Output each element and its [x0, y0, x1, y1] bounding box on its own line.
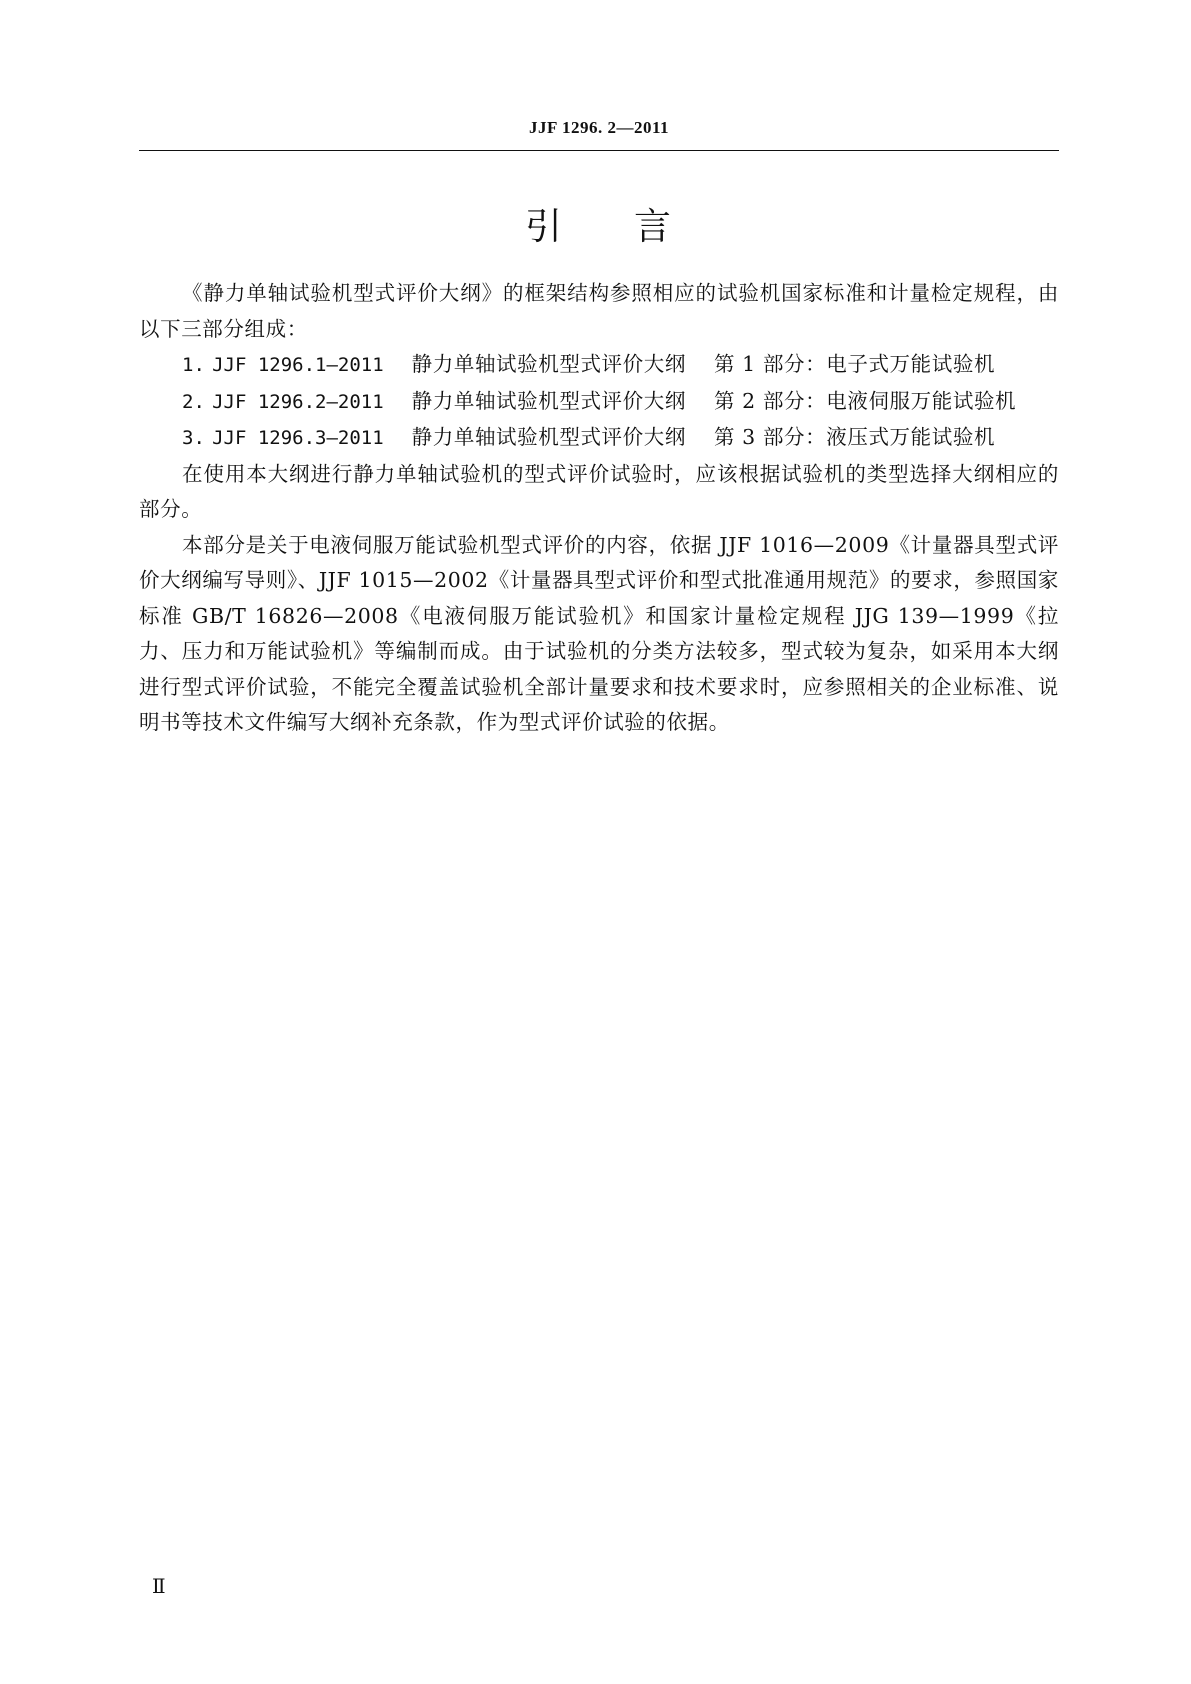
list-item-part-3: [139, 420, 1059, 457]
list-item-part: 第 2 部分：电液伺服万能试验机: [713, 388, 1017, 413]
title-char-2: 言: [634, 205, 673, 248]
intro-paragraph: 《静力单轴试验机型式评价大纲》的框架结构参照相应的试验机国家标准和计量检定规程，由以下三部分组成：: [139, 281, 1059, 341]
list-item-number: 3.: [182, 427, 205, 449]
list-item-part: 第 3 部分：液压式万能试验机: [713, 425, 996, 449]
list-item-outline: 静力单轴试验机型式评价大纲: [411, 425, 686, 449]
list-item-number: 1.: [182, 354, 205, 376]
usage-paragraph: 在使用本大纲进行静力单轴试验机的型式评价试验时，应该根据试验机的类型选择大纲相应的部分。: [139, 461, 1059, 521]
list-item-number: 2.: [182, 390, 205, 413]
list-item-standard: JJF 1296.1—2011: [212, 354, 384, 376]
page-title: [139, 196, 1059, 250]
title-char-1: 引: [525, 205, 564, 248]
list-item-part: 第 1 部分：电子式万能试验机: [713, 352, 996, 376]
list-item-outline: 静力单轴试验机型式评价大纲: [411, 352, 686, 376]
header-divider: [139, 150, 1059, 151]
list-item-part-1: [139, 347, 1059, 384]
list-item-outline: 静力单轴试验机型式评价大纲: [411, 388, 686, 413]
scope-paragraph: 本部分是关于电液伺服万能试验机型式评价的内容，依据 JJF 1016—2009《计量器具型式评价大纲编写导则》、JJF 1015—2002《计量器具型式评价和型式批准通用规范》的要求，参照国家标准 GB/T 16826—2008《电液伺服万能试验机》和国家计量检定规程 JJG 139—1999《拉力、压力和万能试验机》等编制而成。由于试验机的分类方法较多，型式较为复杂，如采用本大纲进行型式评价试验，不能完全覆盖试验机全部计量要求和技术要求时，应参照相关的企业标准、说明书等技术文件编写大纲补充条款，作为型式评价试验的依据。: [139, 532, 1059, 734]
list-item-standard: JJF 1296.3—2011: [212, 427, 384, 449]
list-item-standard: JJF 1296.2—2011: [212, 390, 384, 413]
document-code-header: JJF 1296. 2—2011: [528, 118, 670, 137]
preface-body: [139, 276, 1059, 741]
page-number: Ⅱ: [152, 1576, 166, 1598]
list-item-part-2: [139, 384, 1059, 421]
